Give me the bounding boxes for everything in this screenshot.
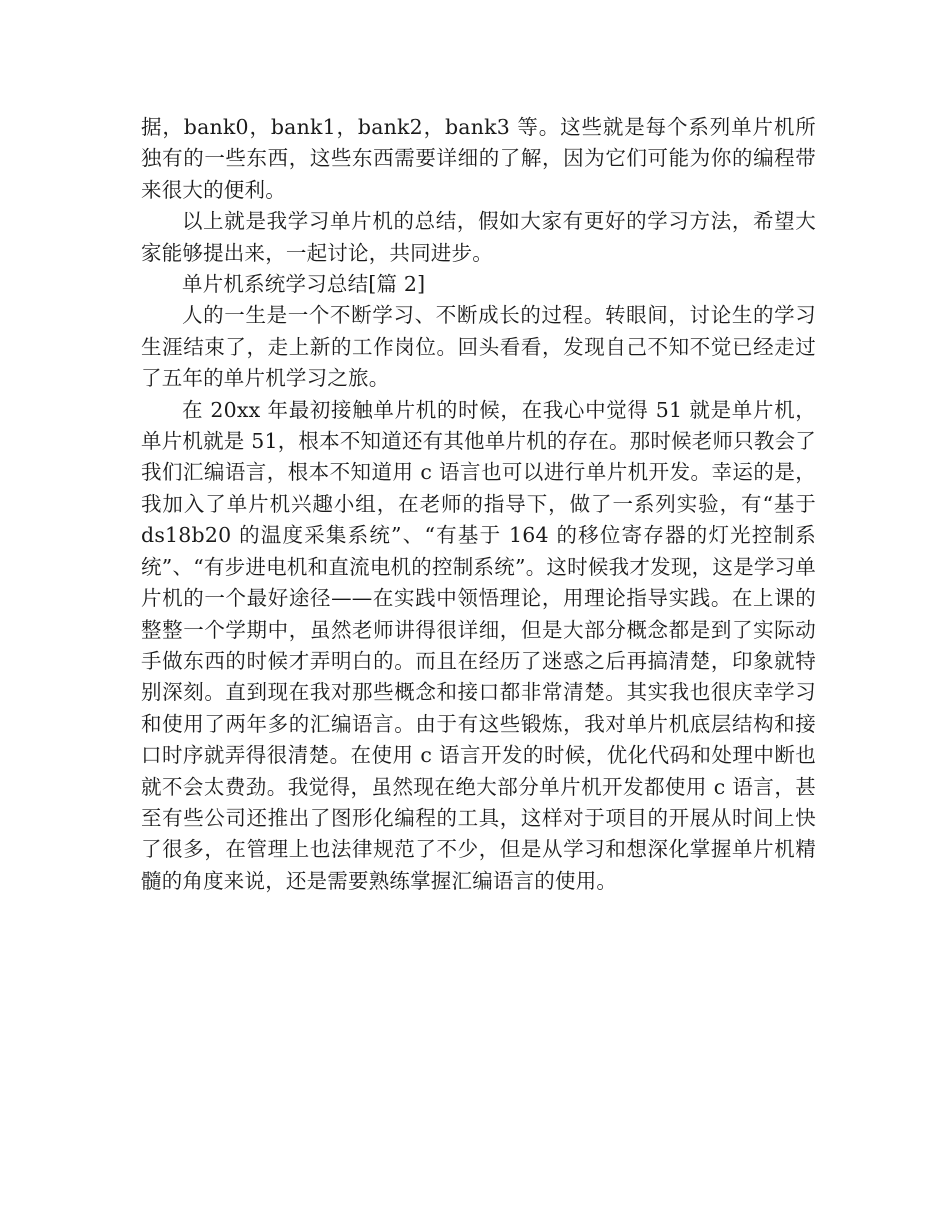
paragraph-intro: 人的一生是一个不断学习、不断成长的过程。转眼间，讨论生的学习生涯结束了，走上新的工作岗位。回头看看，发现自己不知不觉已经走过了五年的单片机学习之旅。	[141, 303, 816, 391]
document-body	[141, 112, 816, 897]
paragraph-continuation: 据，bank0，bank1，bank2，bank3 等。这些就是每个系列单片机所独有的一些东西，这些东西需要详细的了解，因为它们可能为你的编程带来很大的便利。	[141, 115, 816, 202]
paragraph-conclusion: 以上就是我学习单片机的总结，假如大家有更好的学习方法，希望大家能够提出来，一起讨论，共同进步。	[141, 209, 816, 265]
paragraph-experience: 在 20xx 年最初接触单片机的时候，在我心中觉得 51 就是单片机，单片机就是 51，根本不知道还有其他单片机的存在。那时候老师只教会了我们汇编语言，根本不知道用 c 语言也可以进行单片机开发。幸运的是，我加入了单片机兴趣小组，在老师的指导下，做了一系列实验，有“基于 ds18b20 的温度采集系统”、“有基于 164 的移位寄存器的灯光控制系统”、“有步进电机和直流电机的控制系统”。这时候我才发现，这是学习单片机的一个最好途径——在实践中领悟理论，用理论指导实践。在上课的整整一个学期中，虽然老师讲得很详细，但是大部分概念都是到了实际动手做东西的时候才弄明白的。而且在经历了迷惑之后再搞清楚，印象就特别深刻。直到现在我对那些概念和接口都非常清楚。其实我也很庆幸学习和使用了两年多的汇编语言。由于有这些锻炼，我对单片机底层结构和接口时序就弄得很清楚。在使用 c 语言开发的时候，优化代码和处理中断也就不会太费劲。我觉得，虽然现在绝大部分单片机开发都使用 c 语言，甚至有些公司还推出了图形化编程的工具，这样对于项目的开展从时间上快了很多，在管理上也法律规范了不少，但是从学习和想深化掌握单片机精髓的角度来说，还是需要熟练掌握汇编语言的使用。	[141, 397, 816, 893]
section-heading: 单片机系统学习总结[篇 2]	[182, 272, 426, 297]
